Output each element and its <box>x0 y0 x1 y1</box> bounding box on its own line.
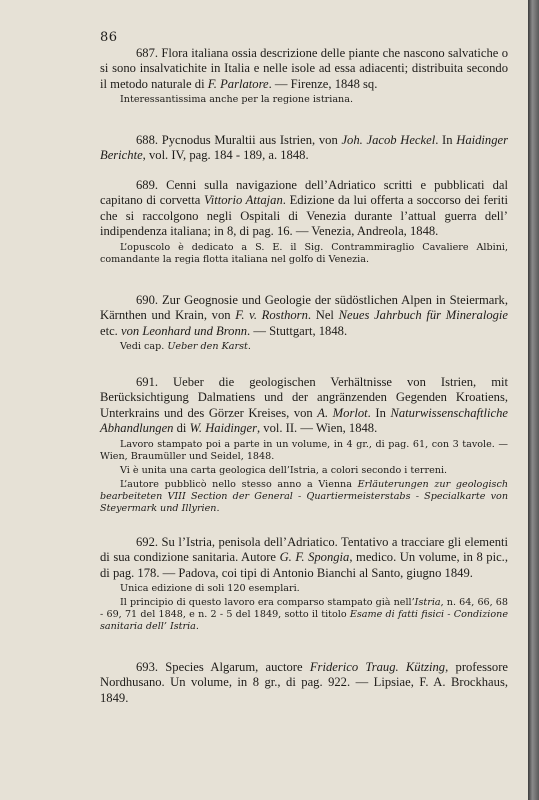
entry-text: 690. Zur Geognosie und Geologie der südöstlichen Alpen in Steiermark, Kärnthen und Krain, von F. v. Rosthorn. Nel Neues Jahrbuch für Mineralogie etc. von Leonhard und Bronn. — Stuttgart, 1848. <box>100 293 508 338</box>
entry-note: Interessantissima anche per la regione istriana. <box>120 94 354 106</box>
entry-note: Unica edizione di soli 120 esemplari. <box>120 583 300 595</box>
entry-687 <box>100 46 508 106</box>
entry-note: Vi è unita una carta geologica dell’Istria, a colori secondo i terreni. <box>120 464 448 476</box>
entry-691 <box>100 375 508 515</box>
entry-text: 692. Su l’Istria, penisola dell’Adriatico. Tentativo a tracciare gli elementi di sua condizione sanitaria. Autore G. F. Spongia, medico. Un volume, in 8 pic., di pag. 178. — Padova, coi tipi di Antonio Bianchi al Santo, giugno 1849. <box>100 535 508 580</box>
entry-text: 691. Ueber die geologischen Verhältnisse von Istrien, mit Berücksichtigung Dalmatiens und der angränzenden Gegenden Kroatiens, Unterkrains und des Görzer Kreises, von A. Morlot. In Naturwissenschaftliche Abhandlungen di W. Haidinger, vol. II. — Wien, 1848. <box>100 375 508 436</box>
entry-note: L’opuscolo è dedicato a S. E. il Sig. Contrammiraglio Cavaliere Albini, comandante la regia flotta italiana nel golfo di Venezia. <box>100 241 508 265</box>
page-number: 86 <box>100 30 118 45</box>
book-edge-shadow <box>528 0 539 800</box>
entry-text: 689. Cenni sulla navigazione dell’Adriatico scritti e pubblicati dal capitano di corvetta Vittorio Attajan. Edizione da lui offerta a soccorso dei feriti che si raccolgono negli Ospitali di Venezia durante l’attual guerra dell’ indipendenza italiana; in 8, di pag. 16. — Venezia, Andreola, 1848. <box>100 178 508 239</box>
entry-693 <box>100 660 508 706</box>
entry-note: L’autore pubblicò nello stesso anno a Vienna Erläuterungen zur geologisch bearbeiteten VIII Section der General - Quartiermeisterstabs - Specialkarte von Steyermark und Illyrien. <box>100 478 508 514</box>
entry-text: 693. Species Algarum, auctore Friderico Traug. Kützing, professore Nordhusano. Un volume, in 8 gr., di pag. 922. — Lipsiae, F. A. Brockhaus, 1849. <box>100 660 508 705</box>
entry-text: 687. Flora italiana ossia descrizione delle piante che nascono salvatiche o si sono insalvatichite in Italia e nelle isole ad essa adiacenti; distribuita secondo il metodo naturale di F. Parlatore. — Firenze, 1848 sq. <box>100 46 508 91</box>
entry-690 <box>100 293 508 353</box>
entry-note: Lavoro stampato poi a parte in un volume, in 4 gr., di pag. 61, con 3 tavole. — Wien, Braumüller und Seidel, 1848. <box>100 438 508 462</box>
entry-688 <box>100 133 508 164</box>
entry-692 <box>100 535 508 633</box>
entry-note: Vedi cap. Ueber den Karst. <box>120 341 251 353</box>
entry-note: Il principio di questo lavoro era comparso stampato già nell’Istria, n. 64, 66, 68 - 69, 71 del 1848, e n. 2 - 5 del 1849, sotto il titolo Esame di fatti fisici - Condizione sanitaria dell’ Istria. <box>100 597 509 633</box>
entry-text: 688. Pycnodus Muraltii aus Istrien, von Joh. Jacob Heckel. In Haidinger Berichte, vol. IV, pag. 184 - 189, a. 1848. <box>100 133 509 163</box>
entry-689 <box>100 178 508 266</box>
